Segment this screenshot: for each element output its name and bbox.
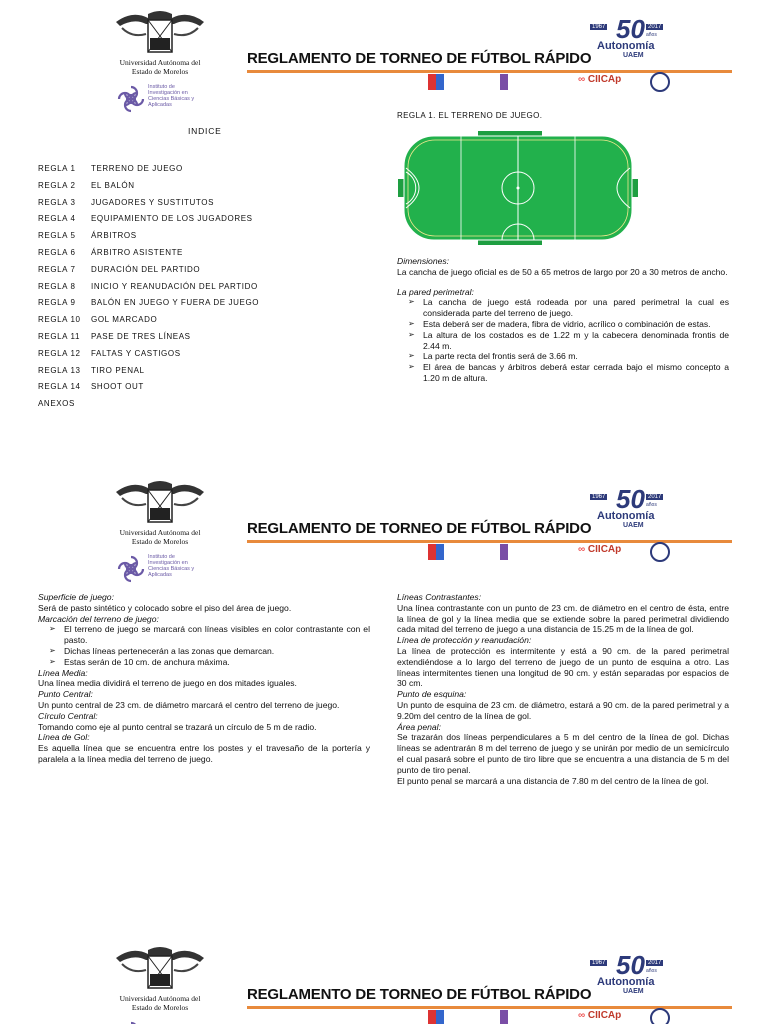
anniversary-logo: 1967 50 años 2017 Autonomía UAEM [592, 950, 662, 995]
index-row [38, 366, 259, 383]
field-diagram [398, 130, 638, 246]
index-rule-name: SHOOT OUT [91, 382, 144, 392]
marking-heading: Marcación del terreno de juego: [38, 613, 159, 624]
university-crest-icon [112, 944, 208, 992]
index-title: INDICE [188, 126, 222, 136]
partner-logos [428, 70, 678, 94]
partner-logos [428, 540, 678, 564]
globe-logo-icon [650, 1008, 670, 1024]
ciicap-logo: ∞ CIICAp [578, 1010, 622, 1021]
list-item: ➢ Dichas líneas pertenecerán a las zonas que demarcan. [38, 646, 370, 657]
index-rule-name: PASE DE TRES LÍNEAS [91, 331, 191, 341]
wall-list [397, 297, 729, 383]
goal-line-text: Es aquella línea que se encuentra entre los postes y el travesaño de la portería y paralela a la línea media del terreno de juego. [38, 743, 370, 764]
index-row [38, 164, 259, 181]
institute-logo-icon [116, 1020, 146, 1024]
dynamic-research-logo-icon [500, 1010, 544, 1024]
document-title: REGLAMENTO DE TORNEO DE FÚTBOL RÁPIDO [247, 986, 592, 1003]
center-circle-text: Tomando como eje al punto central se trazará un círculo de 5 m de radio. [38, 721, 317, 732]
institute-name: Instituto de Investigación en Ciencias Básicas y Aplicadas [148, 554, 195, 578]
penalty-area-heading: Área penal: [397, 721, 441, 732]
page-header [0, 936, 768, 1024]
institute-logo-icon [116, 84, 146, 114]
rule1-text [397, 256, 729, 384]
penalty-area-text: Se trazarán dos líneas perpendiculares a 5 m del centro de la línea de gol. Dichas líneas se adentrarán 8 m del terreno de juego y se unirán por medio de un semicírculo el cual pasará sobre el punto de tiro libre que se encuentra a una distancia de 5 m del punto de tiro penal. [397, 732, 729, 775]
index-rule-name: TIRO PENAL [91, 365, 145, 375]
page-1 [0, 0, 768, 440]
document-title: REGLAMENTO DE TORNEO DE FÚTBOL RÁPIDO [247, 520, 592, 537]
list-item: ➢ Esta deberá ser de madera, fibra de vidrio, acrílico o combinación de estas. [397, 319, 729, 330]
research-center-logo-icon [428, 544, 468, 560]
surface-text: Será de pasto sintético y colocado sobre el piso del área de juego. [38, 602, 292, 613]
index-rule-number: REGLA 10 [38, 315, 81, 325]
document-title: REGLAMENTO DE TORNEO DE FÚTBOL RÁPIDO [247, 50, 592, 67]
index-rule-name: TERRENO DE JUEGO [91, 164, 183, 173]
index-rule-number: REGLA 13 [38, 365, 81, 375]
research-center-logo-icon [428, 1010, 468, 1024]
anniversary-logo: 1967 50 años 2017 Autonomía UAEM [592, 484, 662, 529]
index-row [38, 231, 259, 248]
university-crest-icon [112, 478, 208, 526]
protection-line-text: La línea de protección es intermitente y está a 90 cm. de la pared perimetral extendiéndose a lo largo del terreno de juego de un punto de esquina a otro. Las líneas intermitentes tienen una longitud de 90 cm. y están separadas por espacios de 30 cm. [397, 645, 729, 689]
right-column [397, 592, 729, 786]
surface-heading: Superficie de juego: [38, 592, 114, 602]
university-name: Universidad Autónoma del Estado de Morelos [119, 528, 201, 546]
university-name: Universidad Autónoma del Estado de Morelos [119, 994, 201, 1012]
page-3 [0, 936, 768, 1024]
dimensions-heading: Dimensiones: [397, 256, 450, 266]
index-rule-number: ANEXOS [38, 399, 75, 409]
halfway-line-heading: Línea Media: [38, 667, 88, 678]
halfway-line-text: Una línea media dividirá el terreno de juego en dos mitades iguales. [38, 678, 297, 689]
marking-list [38, 624, 370, 667]
index-rule-name: ÁRBITRO ASISTENTE [91, 247, 183, 257]
index-row [38, 298, 259, 315]
page-header [0, 470, 768, 590]
rule1-heading: REGLA 1. EL TERRENO DE JUEGO. [397, 111, 543, 120]
institute-name: Instituto de Investigación en Ciencias Básicas y Aplicadas [148, 84, 195, 108]
index-rule-number: REGLA 8 [38, 281, 76, 291]
index-rule-number: REGLA 7 [38, 264, 76, 274]
index-rule-name: INICIO Y REANUDACIÓN DEL PARTIDO [91, 281, 258, 291]
ciicap-logo: ∞ CIICAp [578, 74, 622, 85]
contrast-lines-heading: Líneas Contrastantes: [397, 592, 482, 602]
index-row [38, 198, 259, 215]
left-column [38, 592, 370, 765]
page-header [0, 0, 768, 120]
ciicap-logo: ∞ CIICAp [578, 544, 622, 555]
index-row [38, 399, 259, 416]
index-rule-number: REGLA 4 [38, 214, 76, 224]
list-item: ➢ La altura de los costados es de 1.22 m y la cabecera denominada frontis de 2.44 m. [397, 330, 729, 352]
university-name: Universidad Autónoma del Estado de Morelos [119, 58, 201, 76]
research-center-logo-icon [428, 74, 468, 90]
globe-logo-icon [650, 542, 670, 562]
globe-logo-icon [650, 72, 670, 92]
index-rule-number: REGLA 9 [38, 298, 76, 308]
index-rule-number: REGLA 12 [38, 348, 81, 358]
index-rule-number: REGLA 14 [38, 382, 81, 392]
index-row [38, 315, 259, 332]
partner-logos [428, 1006, 678, 1024]
index-row [38, 349, 259, 366]
index-row [38, 332, 259, 349]
index-rule-name: JUGADORES Y SUSTITUTOS [91, 197, 215, 207]
index-rule-name: GOL MARCADO [91, 315, 158, 325]
wall-heading: La pared perimetral: [397, 286, 474, 297]
index-rule-name: BALÓN EN JUEGO Y FUERA DE JUEGO [91, 298, 260, 308]
dynamic-research-logo-icon [500, 544, 544, 560]
center-circle-heading: Círculo Central: [38, 710, 98, 721]
corner-spot-heading: Punto de esquina: [397, 689, 467, 700]
index-rule-name: EL BALÓN [91, 180, 135, 190]
index-rule-number: REGLA 11 [38, 331, 81, 341]
index-row [38, 214, 259, 231]
goal-line-heading: Línea de Gol: [38, 732, 90, 743]
list-item: ➢ La cancha de juego está rodeada por una pared perimetral la cual es considerada parte del terreno de juego. [397, 297, 729, 319]
corner-spot-text: Un punto de esquina de 23 cm. de diámetro, estará a 90 cm. de la pared perimetral y a 9.20m del centro de la línea de gol. [397, 699, 729, 721]
index-rule-number: REGLA 6 [38, 247, 76, 257]
contrast-lines-text: Una línea contrastante con un punto de 23 cm. de diámetro en el centro de ésta, entre la línea de gol y la línea media que se extiende sobre la pared perimetral dividiendo cada mitad del terreno de juego a una distancia de 15.25 m de la línea de gol. [397, 602, 729, 635]
index-row [38, 181, 259, 198]
protection-line-heading: Línea de protección y reanudación: [397, 635, 532, 646]
penalty-spot-text: El punto penal se marcará a una distancia de 7.80 m del centro de la línea de gol. [397, 775, 709, 786]
institute-logo-icon [116, 554, 146, 584]
index-rule-number: REGLA 2 [38, 180, 76, 190]
index-row [38, 382, 259, 399]
list-item: ➢ El terreno de juego se marcará con líneas visibles en color contrastante con el pasto. [38, 624, 370, 646]
index-row [38, 248, 259, 265]
center-spot-text: Un punto central de 23 cm. de diámetro marcará el centro del terreno de juego. [38, 699, 340, 710]
center-spot-heading: Punto Central: [38, 689, 93, 700]
list-item: ➢ Estas serán de 10 cm. de anchura máxima. [38, 657, 370, 668]
dimensions-text: La cancha de juego oficial es de 50 a 65 metros de largo por 20 a 30 metros de ancho. [397, 266, 728, 277]
index-rule-number: REGLA 3 [38, 197, 76, 207]
dynamic-research-logo-icon [500, 74, 544, 90]
index-list [38, 164, 259, 416]
index-rule-number: REGLA 1 [38, 164, 76, 173]
index-row [38, 265, 259, 282]
index-rule-name: FALTAS Y CASTIGOS [91, 348, 181, 358]
index-row [38, 282, 259, 299]
index-rule-name: EQUIPAMIENTO DE LOS JUGADORES [91, 214, 253, 224]
list-item: ➢ La parte recta del frontis será de 3.66 m. [397, 351, 729, 362]
anniversary-logo: 1967 50 años 2017 Autonomía UAEM [592, 14, 662, 59]
list-item: ➢ El área de bancas y árbitros deberá estar cerrada bajo el mismo concepto a 1.20 m de altura. [397, 362, 729, 384]
university-crest-icon [112, 8, 208, 56]
index-rule-number: REGLA 5 [38, 231, 76, 241]
page-2 [0, 470, 768, 940]
index-rule-name: DURACIÓN DEL PARTIDO [91, 264, 201, 274]
index-rule-name: ÁRBITROS [91, 231, 137, 241]
